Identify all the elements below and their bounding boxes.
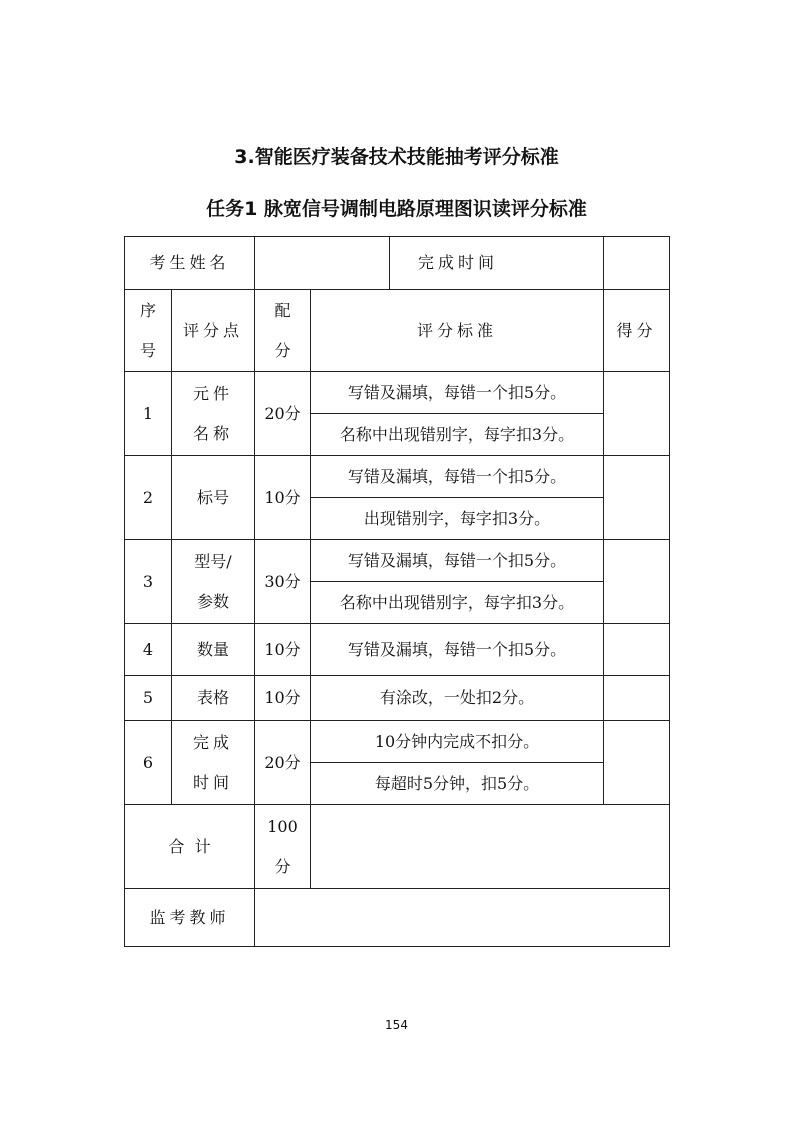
- row-got-field[interactable]: [604, 372, 670, 456]
- row-criteria: 写错及漏填，每错一个扣5分。: [311, 540, 604, 582]
- table-row: [125, 676, 670, 721]
- table-row: [125, 624, 670, 676]
- row-seq: 6: [125, 721, 172, 805]
- row-criteria: 每超时5分钟，扣5分。: [311, 763, 604, 805]
- row-got-field[interactable]: [604, 456, 670, 540]
- row-criteria: 有涂改，一处扣2分。: [311, 676, 604, 721]
- row-point: 数量: [172, 624, 255, 676]
- finish-time-field[interactable]: [604, 237, 670, 290]
- row-score: 30分: [255, 540, 311, 624]
- student-name-label: 考生姓名: [125, 237, 255, 290]
- row-seq: 3: [125, 540, 172, 624]
- row-got-field[interactable]: [604, 721, 670, 805]
- total-got-field[interactable]: [311, 805, 670, 889]
- page-number: 154: [385, 1018, 408, 1032]
- table-row: [125, 456, 670, 498]
- row-score: 20分: [255, 372, 311, 456]
- col-got-header: 得分: [604, 290, 670, 372]
- row-criteria: 名称中出现错别字，每字扣3分。: [311, 582, 604, 624]
- row-point: 型号/参数: [194, 551, 232, 611]
- row-criteria: 写错及漏填，每错一个扣5分。: [311, 624, 604, 676]
- finish-time-label: 完成时间: [390, 237, 604, 290]
- supervisor-row: [125, 889, 670, 947]
- table-row: [125, 540, 670, 582]
- row-got-field[interactable]: [604, 624, 670, 676]
- col-seq-header: 序号: [140, 300, 157, 360]
- col-score-header: 配分: [274, 300, 291, 360]
- row-point: 标号: [172, 456, 255, 540]
- table-title: 任务1 脉宽信号调制电路原理图识读评分标准: [206, 198, 587, 220]
- table-row: [125, 721, 670, 763]
- row-score: 10分: [255, 456, 311, 540]
- row-point: 表格: [172, 676, 255, 721]
- row-seq: 2: [125, 456, 172, 540]
- row-criteria: 出现错别字，每字扣3分。: [311, 498, 604, 540]
- student-name-field[interactable]: [255, 237, 390, 290]
- row-score: 20分: [255, 721, 311, 805]
- row-score: 10分: [255, 676, 311, 721]
- total-score: 100分: [267, 816, 298, 876]
- col-criteria-header: 评分标准: [311, 290, 604, 372]
- page-title: 3.智能医疗装备技术技能抽考评分标准: [234, 146, 559, 168]
- row-seq: 5: [125, 676, 172, 721]
- row-criteria: 写错及漏填，每错一个扣5分。: [311, 372, 604, 414]
- row-criteria: 10分钟内完成不扣分。: [311, 721, 604, 763]
- row-seq: 4: [125, 624, 172, 676]
- row-point: 元件名称: [192, 383, 233, 443]
- info-row: [125, 237, 670, 290]
- table-row: [125, 372, 670, 414]
- row-got-field[interactable]: [604, 540, 670, 624]
- total-label: 合 计: [125, 805, 255, 889]
- row-got-field[interactable]: [604, 676, 670, 721]
- total-row: [125, 805, 670, 889]
- supervisor-field[interactable]: [255, 889, 670, 947]
- scoring-table: [124, 236, 670, 947]
- supervisor-label: 监考教师: [125, 889, 255, 947]
- row-point: 完成时间: [192, 732, 233, 792]
- row-criteria: 名称中出现错别字，每字扣3分。: [311, 414, 604, 456]
- row-criteria: 写错及漏填，每错一个扣5分。: [311, 456, 604, 498]
- row-score: 10分: [255, 624, 311, 676]
- col-point-header: 评分点: [172, 290, 255, 372]
- column-header-row: [125, 290, 670, 372]
- row-seq: 1: [125, 372, 172, 456]
